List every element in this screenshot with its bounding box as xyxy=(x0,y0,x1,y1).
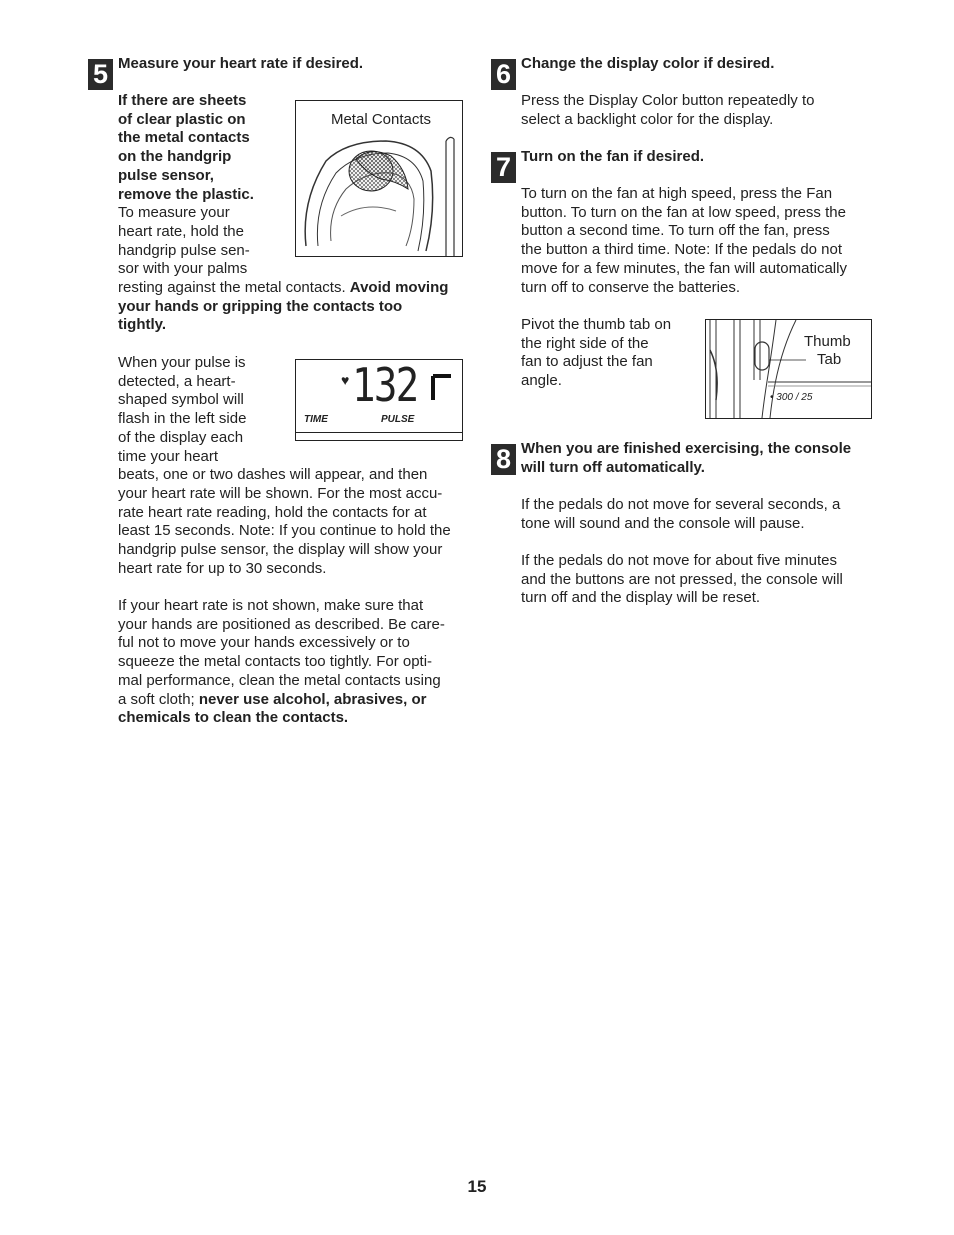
text-line: your hands or gripping the contacts too xyxy=(118,297,403,315)
text-line: least 15 seconds. Note: If you continue to hold the xyxy=(118,522,451,540)
text-line: If there are sheets xyxy=(118,92,247,109)
text-line: tone will sound and the console will pause. xyxy=(521,514,805,532)
text-line: Press the Display Color button repeatedly to xyxy=(521,92,815,109)
text-run-bold: never use alcohol, abrasives, or xyxy=(198,690,427,708)
step-number-6: 6 xyxy=(491,59,516,90)
step-number-7: 7 xyxy=(491,152,516,183)
text-line: heart rate, hold the xyxy=(118,222,244,240)
pulse-dash-segments xyxy=(431,372,461,412)
text-line xyxy=(118,279,448,298)
metal-contacts-figure xyxy=(295,100,463,257)
figure-code: • 300 / 25 xyxy=(770,392,813,403)
step7-heading: Turn on the fan if desired. xyxy=(521,148,705,165)
heart-icon: ♥ xyxy=(341,372,350,388)
text-line: remove the plastic. xyxy=(118,185,254,203)
step-number-5: 5 xyxy=(88,59,113,90)
text-line: time your heart xyxy=(118,447,219,465)
page-number: 15 xyxy=(467,1177,487,1196)
text-line: detected, a heart- xyxy=(118,372,236,390)
text-run-bold: Avoid moving xyxy=(349,279,449,297)
metal-contacts-label: Metal Contacts xyxy=(330,111,432,128)
text-line: turn off to conserve the batteries. xyxy=(521,278,741,296)
step-number-8: 8 xyxy=(491,444,516,475)
text-line: of clear plastic on xyxy=(118,110,246,128)
text-line: your hands are positioned as described. Be care- xyxy=(118,615,445,633)
text-line: To measure your xyxy=(118,204,230,222)
text-line: If the pedals do not move for several seconds, a xyxy=(521,496,841,513)
text-line: will turn off automatically. xyxy=(521,458,705,476)
text-line: handgrip pulse sensor, the display will show your xyxy=(118,541,443,559)
heart-rate-value: 132 xyxy=(352,359,418,412)
text-line: move for a few minutes, the fan will automatically xyxy=(521,259,847,277)
display-divider xyxy=(296,432,462,433)
text-run: a soft cloth; xyxy=(118,690,199,708)
step8-para1 xyxy=(521,496,840,533)
step8-heading xyxy=(521,440,851,477)
step6-body xyxy=(521,92,815,129)
text-line: chemicals to clean the contacts. xyxy=(118,709,349,727)
step7-body xyxy=(521,185,847,297)
text-line: on the handgrip xyxy=(118,148,232,166)
text-line: the button a third time. Note: If the pedals do not xyxy=(521,241,843,259)
pulse-label: PULSE xyxy=(381,414,415,425)
text-line: Pivot the thumb tab on xyxy=(521,316,672,333)
text-line: button a second time. To turn off the fan, press xyxy=(521,222,830,240)
step8-para2 xyxy=(521,552,843,608)
text-line: heart rate for up to 30 seconds. xyxy=(118,559,327,577)
text-line: the right side of the xyxy=(521,334,649,352)
thumb-label: Thumb xyxy=(804,333,851,350)
text-line: and the buttons are not pressed, the console will xyxy=(521,570,843,588)
text-line: tightly. xyxy=(118,316,167,334)
text-line: the metal contacts xyxy=(118,129,250,147)
step5-heading: Measure your heart rate if desired. xyxy=(118,55,364,72)
text-line: sor with your palms xyxy=(118,260,248,278)
step7-pivot-text xyxy=(521,316,671,391)
text-line: To turn on the fan at high speed, press the Fan xyxy=(521,185,833,202)
text-line: select a backlight color for the display. xyxy=(521,110,774,128)
text-line: of the display each xyxy=(118,428,244,446)
text-line: If your heart rate is not shown, make sure that xyxy=(118,597,424,614)
text-line xyxy=(118,691,445,710)
handgrip-sensor-illustration xyxy=(296,101,462,256)
text-line: button. To turn on the fan at low speed, press the xyxy=(521,203,846,221)
text-line: fan to adjust the fan xyxy=(521,353,653,371)
text-line: your heart rate will be shown. For the most accu- xyxy=(118,484,443,502)
text-run: resting against the metal contacts. xyxy=(118,279,350,297)
text-line: shaped symbol will xyxy=(118,391,244,409)
text-line: When you are finished exercising, the console xyxy=(521,440,852,457)
text-line: ful not to move your hands excessively or to xyxy=(118,634,410,652)
text-line: handgrip pulse sen- xyxy=(118,241,250,259)
text-line: rate heart rate reading, hold the contacts for at xyxy=(118,503,427,521)
text-line: pulse sensor, xyxy=(118,166,214,184)
pulse-display-figure xyxy=(295,359,463,441)
text-line: When your pulse is xyxy=(118,354,246,371)
text-line: mal performance, clean the metal contacts using xyxy=(118,671,441,689)
text-line: If the pedals do not move for about five minutes xyxy=(521,552,838,569)
text-line: flash in the left side xyxy=(118,410,247,428)
step6-heading: Change the display color if desired. xyxy=(521,55,775,72)
tab-label: Tab xyxy=(817,351,842,368)
text-line: angle. xyxy=(521,372,562,390)
text-line: turn off and the display will be reset. xyxy=(521,589,761,607)
thumb-tab-figure xyxy=(705,319,872,419)
text-line: beats, one or two dashes will appear, and then xyxy=(118,466,428,484)
text-line: squeeze the metal contacts too tightly. For opti- xyxy=(118,653,433,671)
time-label: TIME xyxy=(304,414,328,425)
step5-para3 xyxy=(118,597,445,728)
